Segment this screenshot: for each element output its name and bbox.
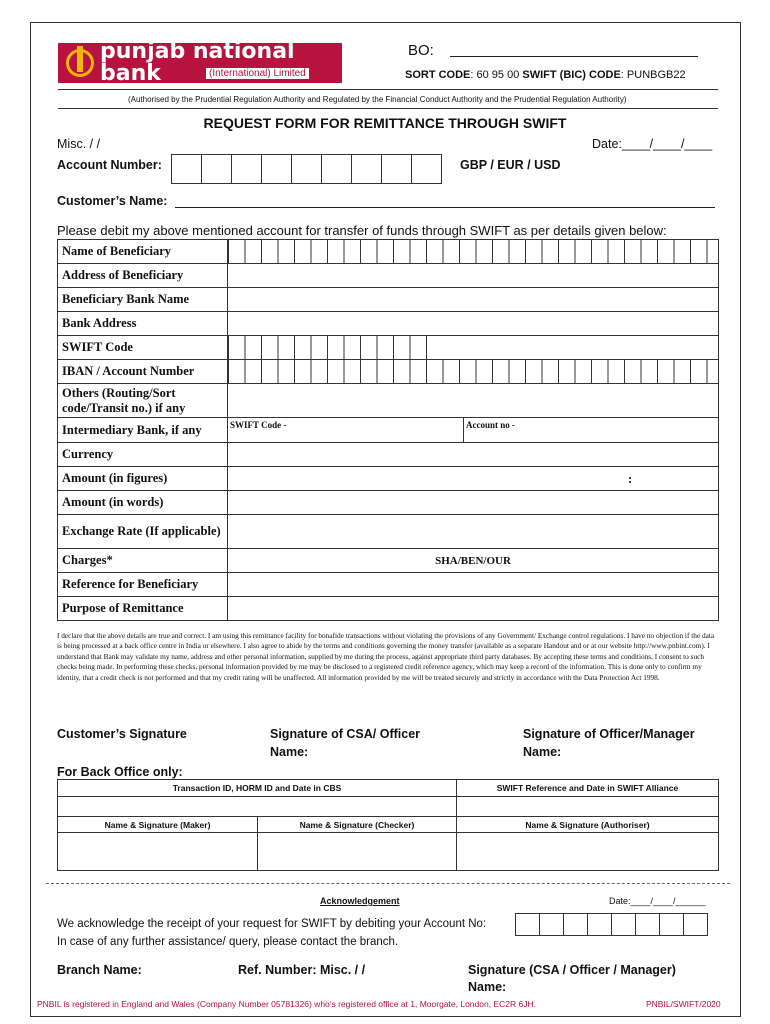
table-row xyxy=(58,515,719,549)
row-label: Beneficiary Bank Name xyxy=(58,288,228,312)
routing-field[interactable] xyxy=(228,384,719,418)
acknowledgement-title: Acknowledgement xyxy=(320,896,400,906)
form-date[interactable]: Date:____/____/____ xyxy=(592,137,713,151)
branch-name-label: Branch Name: xyxy=(57,963,142,977)
declaration-text: I declare that the above details are true and correct. I am using this remittance facility for bonafide transactions without violating the provisions of any Government/ Exchange control regulations. I have no objection if the data is being processed at a back office centre in India or elsewhere. I also agree to abide by the terms and conditions governing the money transfer (available as a separate Handout and or at our website http://www.pnbint.com). I understand that Bank may validate my name, address and other personal information, supplied by me during the process, against appropriate third party databases. By accepting these terms and conditions, I consent to such checks being made. In performing these checks, personal information provided by me may be disclosed to a registered credit reference agency, which may keep a record of the information. This is done only to confirm my identity, that a credit check is not performed and that my credit rating will be unaffected. All information provided by me will be treated securely and strictly in accordance with the Data Protection Act 1998. xyxy=(57,631,715,682)
manager-name-label: Name: xyxy=(523,745,562,759)
row-label: Address of Beneficiary xyxy=(58,264,228,288)
table-row xyxy=(58,384,719,418)
beneficiary-address-field[interactable] xyxy=(228,264,719,288)
iban-cells[interactable] xyxy=(228,360,719,384)
row-label: Reference for Beneficiary xyxy=(58,573,228,597)
table-row xyxy=(58,312,719,336)
currency-options: GBP / EUR / USD xyxy=(460,158,561,172)
row-label: IBAN / Account Number xyxy=(58,360,228,384)
row-label: Amount (in figures) xyxy=(58,467,228,491)
row-label: Bank Address xyxy=(58,312,228,336)
transaction-field[interactable] xyxy=(58,797,457,817)
swift-reference-field[interactable] xyxy=(457,797,719,817)
table-row xyxy=(58,467,719,491)
acknowledgement-text: We acknowledge the receipt of your request for SWIFT by debiting your Account No: xyxy=(57,918,487,930)
row-label: Intermediary Bank, if any xyxy=(58,418,228,443)
customer-signature-label: Customer’s Signature xyxy=(57,727,187,741)
bo-label: BO: xyxy=(408,42,434,59)
table-row xyxy=(58,443,719,467)
instruction-text: Please debit my above mentioned account for transfer of funds through SWIFT as per details given below: xyxy=(57,223,667,238)
table-row xyxy=(58,336,719,360)
authoriser-header: Name & Signature (Authoriser) xyxy=(457,817,719,833)
reference-field[interactable] xyxy=(228,573,719,597)
table-row xyxy=(58,360,719,384)
row-label: Charges* xyxy=(58,549,228,573)
header-divider-2 xyxy=(58,108,718,109)
table-row xyxy=(58,264,719,288)
ack-account-boxes[interactable] xyxy=(516,913,708,936)
row-label: Exchange Rate (If applicable) xyxy=(58,515,228,549)
amount-figures-field[interactable] xyxy=(228,467,719,491)
amount-separator: : xyxy=(628,472,633,486)
table-row xyxy=(58,491,719,515)
back-office-title: For Back Office only: xyxy=(57,765,183,779)
bank-address-field[interactable] xyxy=(228,312,719,336)
table-row xyxy=(58,549,719,573)
row-label: Purpose of Remittance xyxy=(58,597,228,621)
maker-field[interactable] xyxy=(58,833,258,871)
cut-line xyxy=(46,883,730,884)
table-row xyxy=(58,597,719,621)
beneficiary-name-cells[interactable] xyxy=(228,240,719,264)
manager-signature-label: Signature of Officer/Manager xyxy=(523,727,695,741)
header-divider xyxy=(58,89,718,90)
customer-name-label: Customer’s Name: xyxy=(57,194,168,208)
remittance-details-table xyxy=(57,239,719,621)
currency-field[interactable] xyxy=(228,443,719,467)
intermediary-bank-field[interactable] xyxy=(228,418,719,443)
registration-footer: PNBIL is registered in England and Wales (Company Number 05781326) who’s registered office at 1, Moorgate, London, EC2R 6JH. xyxy=(37,999,536,1009)
row-label: Amount (in words) xyxy=(58,491,228,515)
checker-field[interactable] xyxy=(258,833,457,871)
row-label: Currency xyxy=(58,443,228,467)
sort-swift-codes: SORT CODE: 60 95 00 SWIFT (BIC) CODE: PUNBGB22 xyxy=(405,69,686,81)
misc-reference: Misc. / / xyxy=(57,137,101,151)
form-title: REQUEST FORM FOR REMITTANCE THROUGH SWIFT xyxy=(203,115,567,131)
bank-name: punjab national bank xyxy=(100,39,295,86)
charges-options[interactable]: SHA/BEN/OUR xyxy=(228,549,719,573)
acknowledgement-date[interactable]: Date:____/____/______ xyxy=(609,896,706,906)
transaction-header: Transaction ID, HORM ID and Date in CBS xyxy=(58,780,457,797)
customer-name-line[interactable] xyxy=(175,207,715,208)
bank-logo xyxy=(58,39,342,86)
swift-code-cells[interactable] xyxy=(228,336,719,360)
ack-signature-label: Signature (CSA / Officer / Manager) xyxy=(468,963,676,977)
ref-number-label: Ref. Number: Misc. / / xyxy=(238,963,366,977)
pnb-logo-icon xyxy=(66,49,94,77)
account-number-boxes[interactable] xyxy=(172,154,442,184)
checker-header: Name & Signature (Checker) xyxy=(258,817,457,833)
account-number-label: Account Number: xyxy=(57,158,162,172)
intermediary-swift-label: SWIFT Code - xyxy=(228,418,464,442)
amount-words-field[interactable] xyxy=(228,491,719,515)
table-row xyxy=(58,288,719,312)
authorisation-text: (Authorised by the Prudential Regulation Authority and Regulated by the Financial Conduct Authority and the Prudential Regulation Authority) xyxy=(128,95,627,104)
swift-reference-header: SWIFT Reference and Date in SWIFT Alliance xyxy=(457,780,719,797)
table-row xyxy=(58,418,719,443)
beneficiary-bank-field[interactable] xyxy=(228,288,719,312)
bo-input-line[interactable] xyxy=(450,56,698,57)
row-label: Name of Beneficiary xyxy=(58,240,228,264)
authoriser-field[interactable] xyxy=(457,833,719,871)
back-office-table xyxy=(57,779,719,871)
row-label: Others (Routing/Sort code/Transit no.) if any xyxy=(58,384,228,418)
assistance-text: In case of any further assistance/ query, please contact the branch. xyxy=(57,936,399,948)
ack-name-label: Name: xyxy=(468,980,507,994)
bank-subtitle: (International) Limited xyxy=(206,68,309,79)
csa-name-label: Name: xyxy=(270,745,309,759)
row-label: SWIFT Code xyxy=(58,336,228,360)
table-row xyxy=(58,240,719,264)
maker-header: Name & Signature (Maker) xyxy=(58,817,258,833)
exchange-rate-field[interactable] xyxy=(228,515,719,549)
csa-signature-label: Signature of CSA/ Officer xyxy=(270,727,421,741)
form-code: PNBIL/SWIFT/2020 xyxy=(646,999,721,1009)
purpose-field[interactable] xyxy=(228,597,719,621)
intermediary-account-label: Account no - xyxy=(466,420,515,430)
table-row xyxy=(58,573,719,597)
